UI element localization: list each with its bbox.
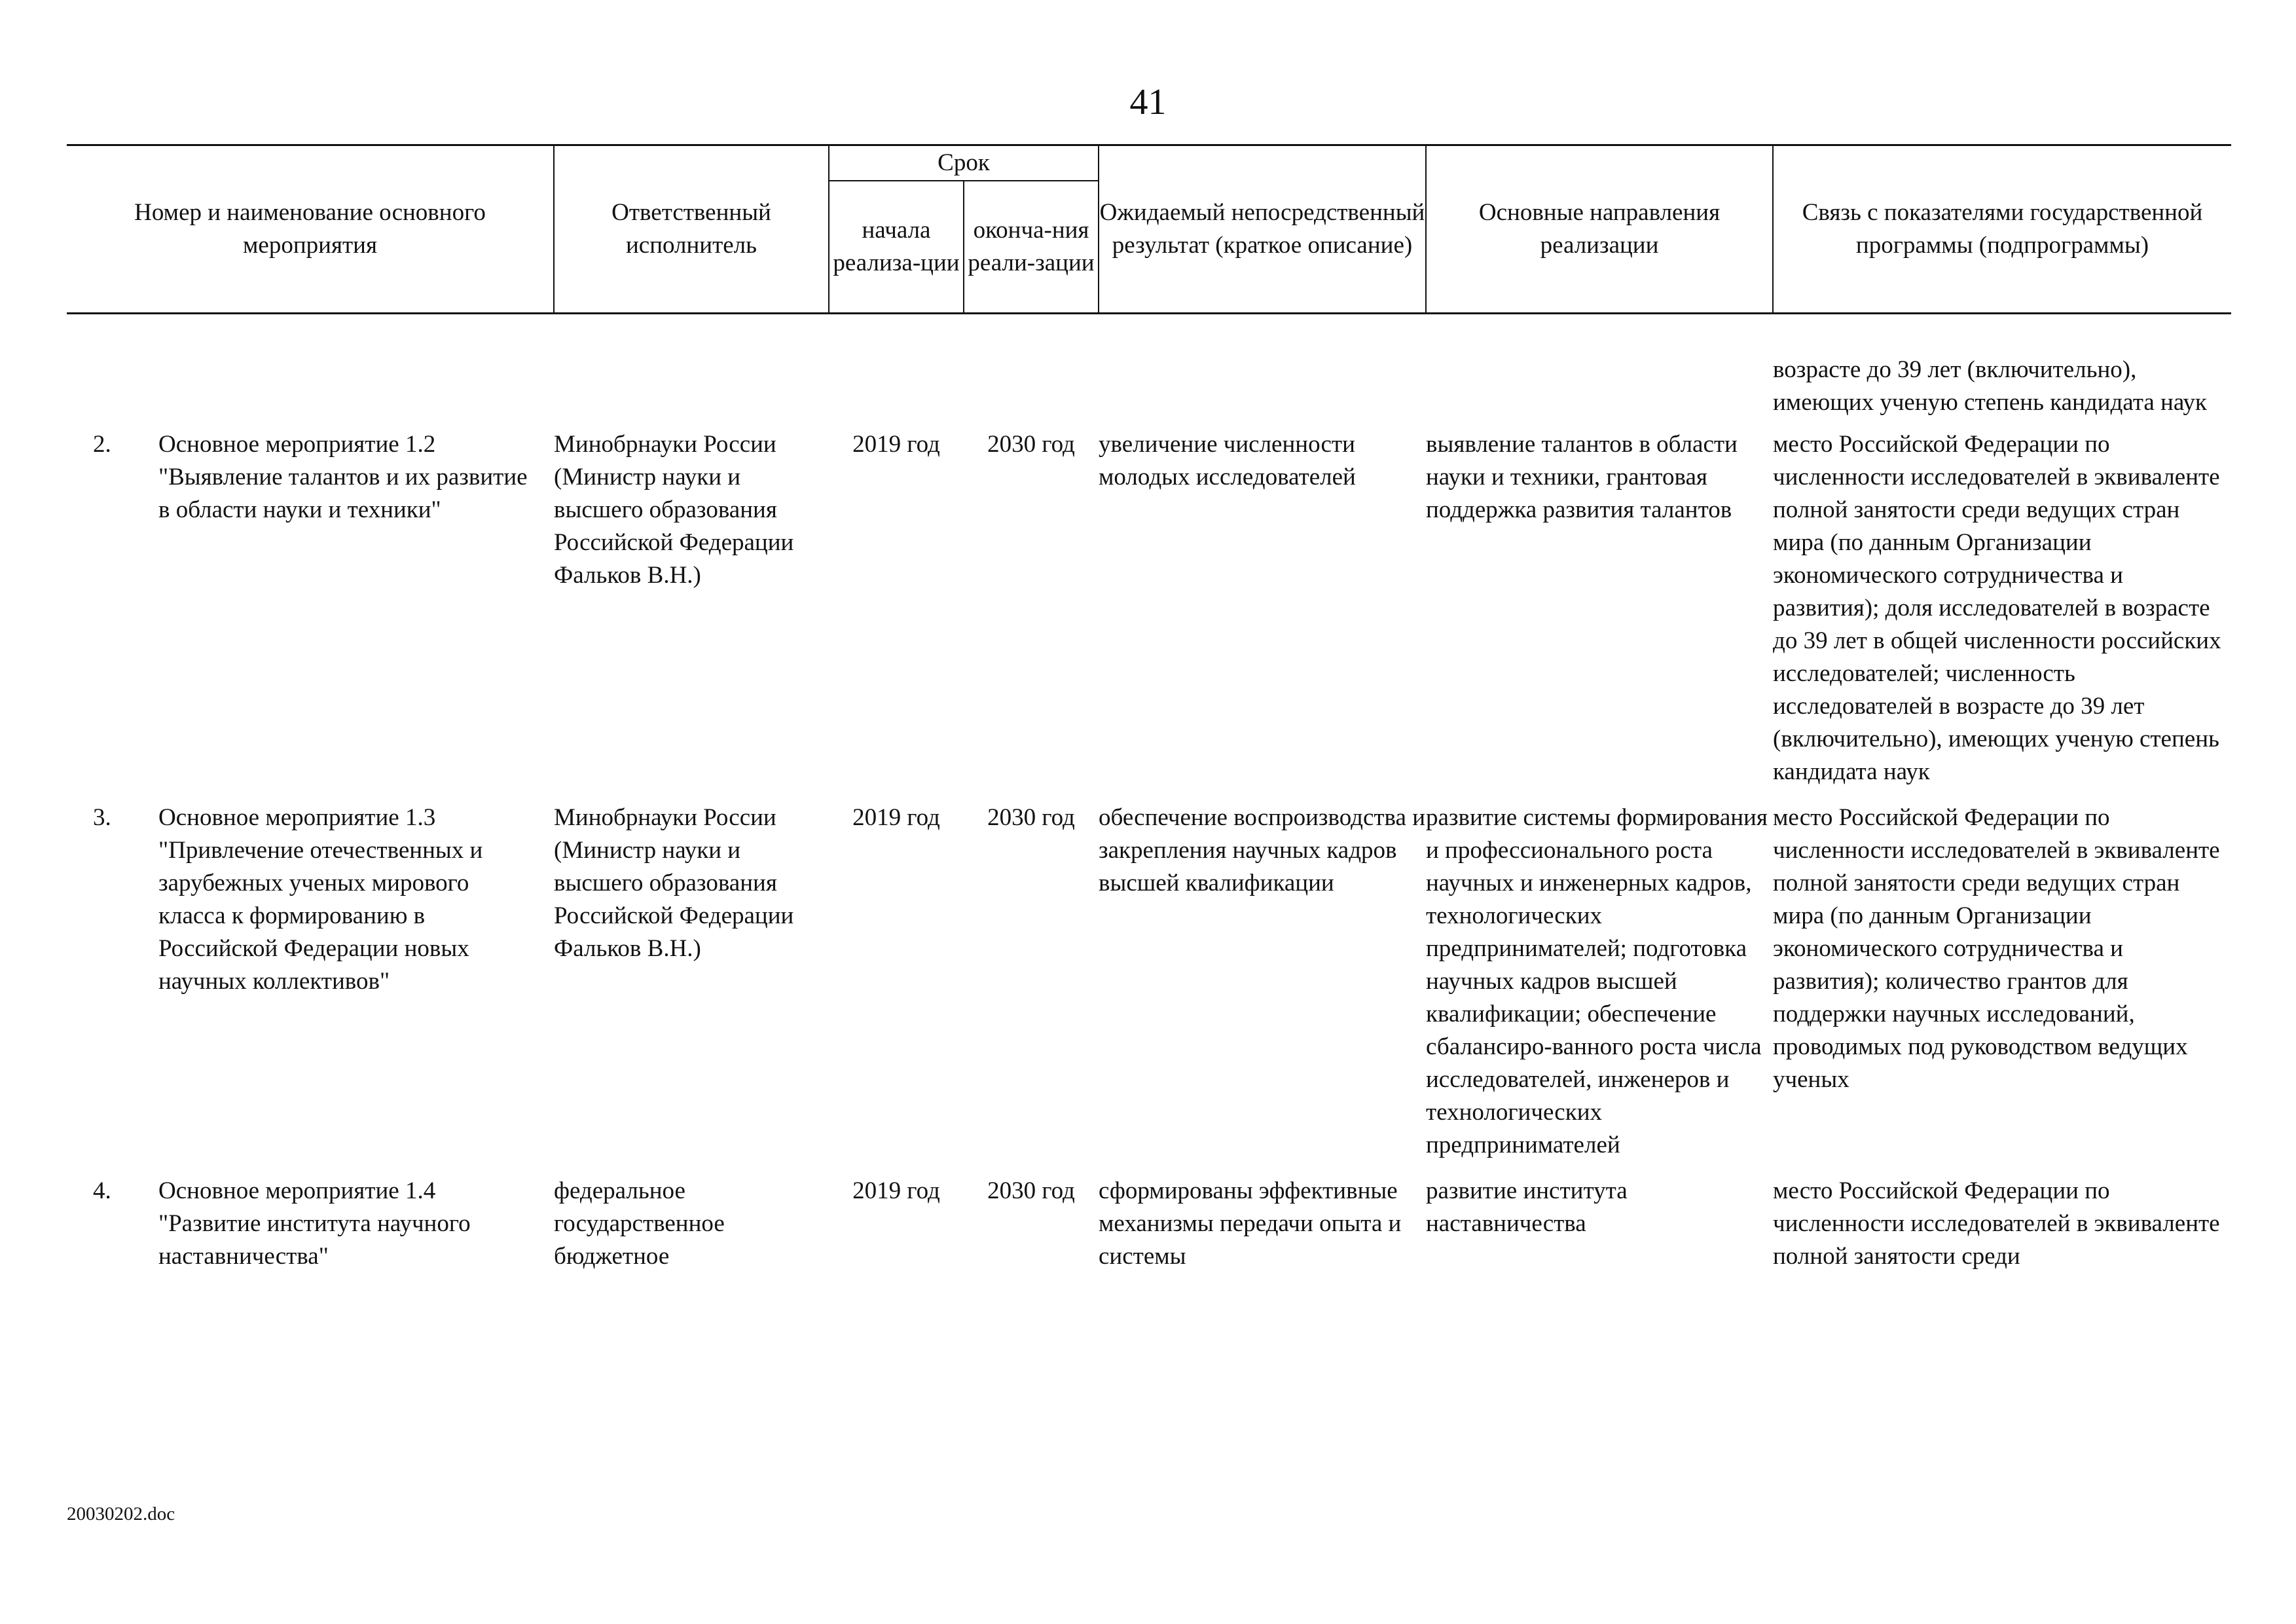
executor-cell: Минобрнауки России (Министр науки и высшего образования Российской Федерации Фальков В.Н.) <box>554 804 794 962</box>
result-cell: сформированы эффективные механизмы передачи опыта и системы <box>1099 1177 1402 1270</box>
header-link: Связь с показателями государственной программы (подпрограммы) <box>1773 145 2231 314</box>
header-number-name: Номер и наименование основного мероприятия <box>67 145 554 314</box>
header-executor: Ответственный исполнитель <box>554 145 829 314</box>
start-cell: 2019 год <box>852 431 940 458</box>
row-number: 2. <box>93 431 111 458</box>
row-number: 3. <box>93 804 111 831</box>
footer-filename: 20030202.doc <box>67 1504 175 1524</box>
end-cell: 2030 год <box>987 431 1075 458</box>
start-cell: 2019 год <box>852 1177 940 1204</box>
header-term: Срок <box>829 145 1099 181</box>
row-number: 4. <box>93 1177 111 1204</box>
start-cell: 2019 год <box>852 804 940 831</box>
page-number: 41 <box>1129 82 1167 122</box>
table-row <box>67 1175 2231 1286</box>
executor-cell: Минобрнауки России (Министр науки и высшего образования Российской Федерации Фальков В.Н.) <box>554 431 794 589</box>
header-result: Ожидаемый непосредственный результат (краткое описание) <box>1099 145 1426 314</box>
result-cell: увеличение численности молодых исследователей <box>1099 431 1356 490</box>
continuation-row <box>67 314 2231 429</box>
event-cell <box>67 802 554 1175</box>
link-cell: место Российской Федерации по численности исследователей в эквиваленте полной занятости среди ведущих стран мира (по данным Организации экономического сотрудничества и развития); количество грантов для поддержки научных исследований, проводимых под руководством ведущих ученых <box>1773 804 2220 1093</box>
link-cell: место Российской Федерации по численности исследователей в эквиваленте полной занятости среди <box>1773 1177 2220 1270</box>
executor-cell: федеральное государственное бюджетное <box>554 1177 725 1270</box>
result-cell: обеспечение воспроизводства и закрепления научных кадров высшей квалификации <box>1099 804 1426 896</box>
header-start: начала реализа-ции <box>829 181 964 314</box>
events-table <box>67 144 2231 1286</box>
event-cell <box>67 1175 554 1286</box>
table-row <box>67 802 2231 1175</box>
end-cell: 2030 год <box>987 1177 1075 1204</box>
continuation-link: возрасте до 39 лет (включительно), имеющих ученую степень кандидата наук <box>1773 356 2207 416</box>
end-cell: 2030 год <box>987 804 1075 831</box>
directions-cell: выявление талантов в области науки и техники, грантовая поддержка развития талантов <box>1426 431 1738 523</box>
event-name: Основное мероприятие 1.2 "Выявление талантов и их развитие в области науки и техники" <box>158 431 528 523</box>
directions-cell: развитие института наставничества <box>1426 1177 1628 1237</box>
event-name: Основное мероприятие 1.4 "Развитие института научного наставничества" <box>158 1177 471 1270</box>
header-directions: Основные направления реализации <box>1426 145 1773 314</box>
header-end: оконча-ния реали-зации <box>964 181 1099 314</box>
link-cell: место Российской Федерации по численности исследователей в эквиваленте полной занятости среди ведущих стран мира (по данным Организации экономического сотрудничества и развития); доля исследователей в возрасте до 39 лет в общей численности российских исследователей; численность исследователей в возрасте до 39 лет (включительно), имеющих ученую степень кандидата наук <box>1773 431 2221 785</box>
event-cell <box>67 428 554 802</box>
table-row <box>67 428 2231 802</box>
event-name: Основное мероприятие 1.3 "Привлечение отечественных и зарубежных ученых мирового класса к формированию в Российской Федерации новых научных коллективов" <box>158 804 483 995</box>
directions-cell: развитие системы формирования и профессионального роста научных и инженерных кадров, технологических предпринимателей; подготовка научных кадров высшей квалификации; обеспечение сбалансиро-ванного роста числа исследователей, инженеров и технологических предпринимателей <box>1426 804 1768 1158</box>
